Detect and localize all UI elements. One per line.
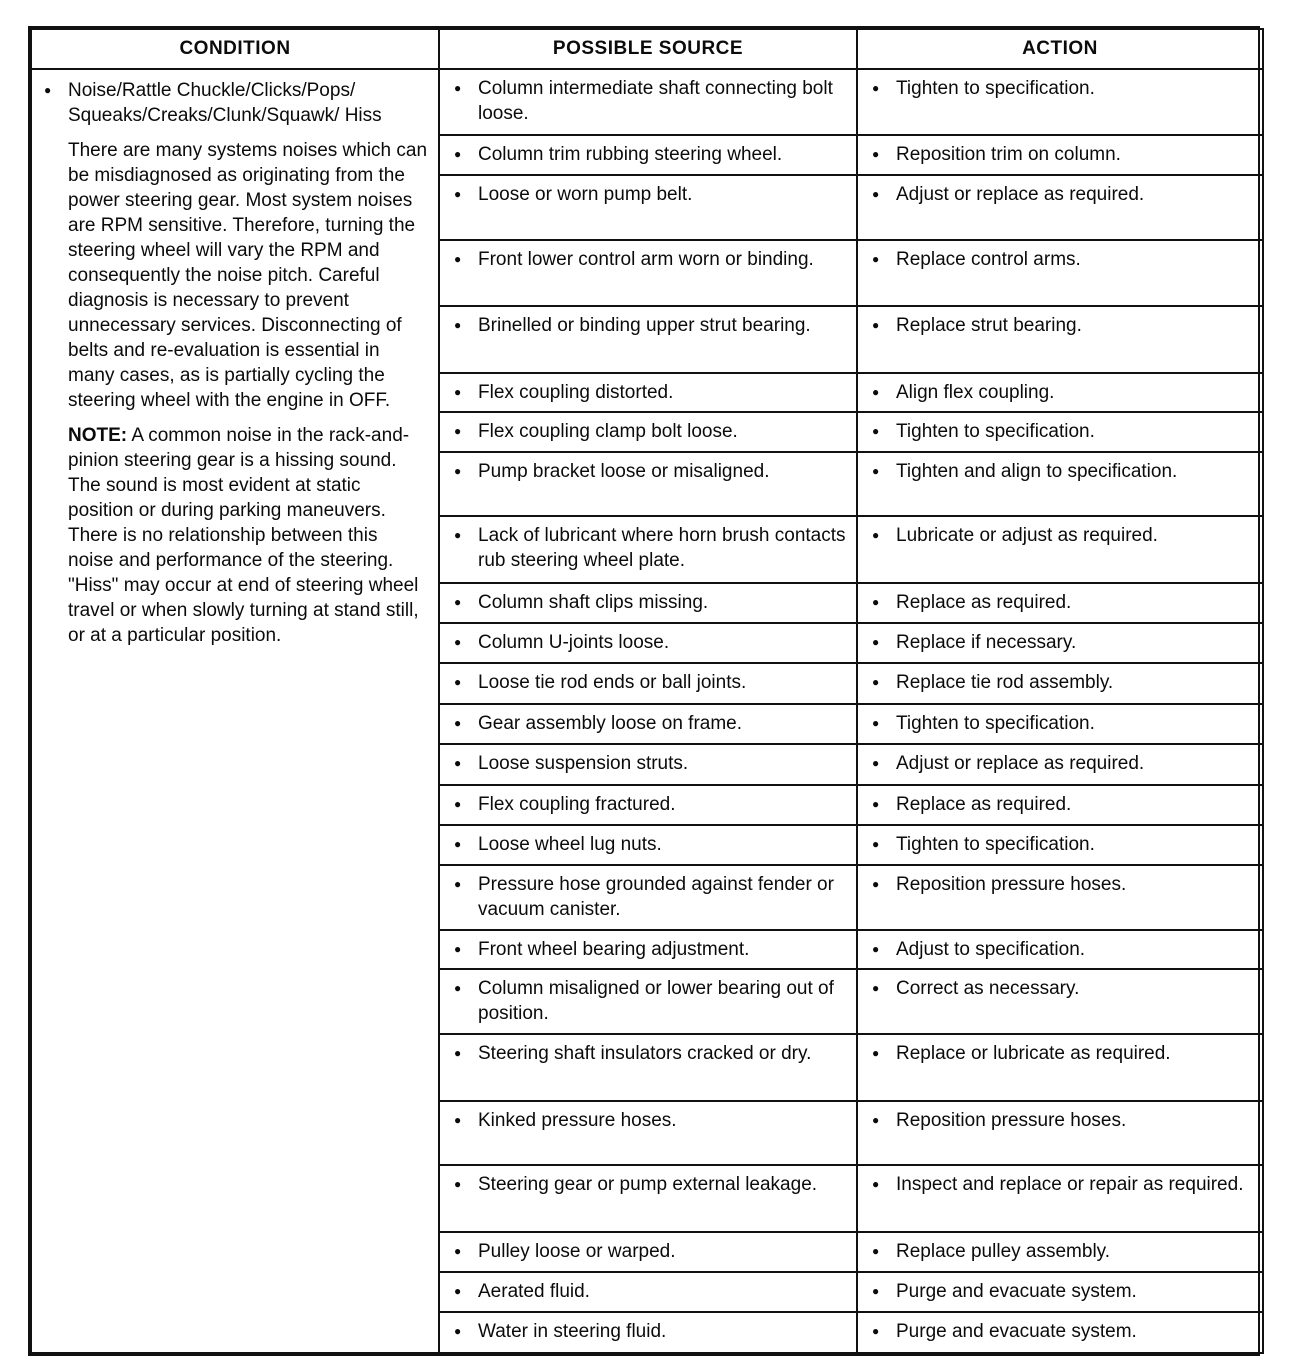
bullet-icon: ● [454, 251, 462, 266]
source-cell [439, 1165, 857, 1232]
bullet-icon: ● [872, 1112, 880, 1127]
action-text: Tighten to specification. [896, 712, 1095, 734]
source-text: Column U-joints loose. [478, 632, 670, 654]
action-text: Tighten to specification. [896, 421, 1095, 443]
bullet-icon: ● [454, 318, 462, 333]
bullet-icon: ● [872, 877, 880, 892]
source-cell [439, 969, 857, 1034]
action-text: Inspect and replace or repair as required. [896, 1174, 1244, 1196]
bullet-icon: ● [872, 981, 880, 996]
source-cell [439, 412, 857, 451]
source-cell [439, 452, 857, 517]
action-text: Lubricate or adjust as required. [896, 525, 1158, 547]
header-condition: CONDITION [31, 29, 439, 69]
source-text: Loose tie rod ends or ball joints. [478, 672, 747, 694]
bullet-icon: ● [872, 836, 880, 851]
action-text: Adjust to specification. [896, 938, 1086, 960]
source-text: Column intermediate shaft connecting bolt loose. [478, 78, 833, 124]
source-cell [439, 785, 857, 825]
action-cell [857, 69, 1263, 135]
diagnosis-table-sheet [28, 26, 1260, 1356]
bullet-icon: ● [872, 186, 880, 201]
bullet-icon: ● [872, 756, 880, 771]
source-cell [439, 1232, 857, 1272]
action-cell [857, 704, 1263, 744]
bullet-icon: ● [454, 186, 462, 201]
source-text: Flex coupling distorted. [478, 381, 674, 403]
action-cell [857, 135, 1263, 175]
action-cell [857, 1034, 1263, 1101]
action-cell [857, 969, 1263, 1034]
bullet-icon: ● [872, 1177, 880, 1192]
source-cell [439, 69, 857, 135]
source-text: Front wheel bearing adjustment. [478, 938, 750, 960]
action-cell [857, 1232, 1263, 1272]
action-cell [857, 452, 1263, 517]
source-cell [439, 306, 857, 373]
source-cell [439, 175, 857, 240]
action-cell [857, 785, 1263, 825]
action-text: Replace strut bearing. [896, 315, 1082, 337]
bullet-icon: ● [454, 528, 462, 543]
action-cell [857, 583, 1263, 623]
action-cell [857, 1101, 1263, 1166]
source-text: Kinked pressure hoses. [478, 1109, 677, 1131]
bullet-icon: ● [454, 463, 462, 478]
source-cell [439, 135, 857, 175]
bullet-icon: ● [454, 1112, 462, 1127]
condition-description: There are many systems noises which can be misdiagnosed as originating from the power steering gear. Most system noises are RPM sensitive. Therefore, turning the steering wheel will vary the RPM and consequently the noise pitch. Careful diagnosis is necessary to prevent unnecessary services. Disconnecting of belts and re-evaluation is essential in many cases, as is partially cycling the steering wheel with the engine in OFF. [68, 140, 428, 411]
source-text: Steering shaft insulators cracked or dry. [478, 1042, 812, 1064]
action-text: Purge and evacuate system. [896, 1321, 1137, 1343]
source-text: Lack of lubricant where horn brush contacts rub steering wheel plate. [478, 525, 846, 572]
source-text: Water in steering fluid. [478, 1321, 667, 1343]
bullet-icon: ● [454, 594, 462, 609]
bullet-icon: ● [872, 251, 880, 266]
bullet-icon: ● [454, 1177, 462, 1192]
source-cell [439, 825, 857, 865]
bullet-icon: ● [872, 1045, 880, 1060]
bullet-icon: ● [454, 877, 462, 892]
bullet-icon: ● [872, 1324, 880, 1339]
source-text: Gear assembly loose on frame. [478, 712, 743, 734]
condition-note [42, 423, 428, 648]
source-text: Flex coupling clamp bolt loose. [478, 421, 738, 443]
bullet-icon: ● [454, 146, 462, 161]
bullet-icon: ● [872, 81, 880, 95]
action-text: Replace as required. [896, 793, 1072, 815]
bullet-icon: ● [872, 941, 880, 956]
action-cell [857, 175, 1263, 240]
action-text: Correct as necessary. [896, 978, 1080, 1000]
source-text: Front lower control arm worn or binding. [478, 248, 814, 270]
action-text: Replace if necessary. [896, 632, 1077, 654]
source-cell [439, 373, 857, 412]
source-text: Column shaft clips missing. [478, 591, 709, 613]
action-text: Tighten to specification. [896, 833, 1095, 855]
bullet-icon: ● [454, 1243, 462, 1258]
bullet-icon: ● [454, 756, 462, 771]
bullet-icon: ● [454, 424, 462, 439]
action-text: Replace pulley assembly. [896, 1240, 1111, 1262]
source-text: Loose or worn pump belt. [478, 183, 693, 205]
bullet-icon: ● [872, 715, 880, 730]
bullet-icon: ● [872, 594, 880, 609]
action-cell [857, 930, 1263, 969]
condition-cell [31, 69, 439, 1353]
source-text: Pulley loose or warped. [478, 1240, 676, 1262]
source-cell [439, 1101, 857, 1166]
header-possible-source: POSSIBLE SOURCE [439, 29, 857, 69]
bullet-icon: ● [872, 635, 880, 650]
bullet-icon: ● [872, 318, 880, 333]
source-text: Column trim rubbing steering wheel. [478, 143, 783, 165]
source-text: Pump bracket loose or misaligned. [478, 460, 770, 482]
table-row [31, 69, 1263, 135]
action-cell [857, 865, 1263, 930]
bullet-icon: ● [872, 463, 880, 478]
action-cell [857, 516, 1263, 583]
action-cell [857, 1165, 1263, 1232]
action-cell [857, 623, 1263, 663]
bullet-icon: ● [454, 81, 462, 95]
action-text: Reposition pressure hoses. [896, 1109, 1127, 1131]
source-text: Column misaligned or lower bearing out of position. [478, 978, 834, 1025]
bullet-icon: ● [454, 981, 462, 996]
source-cell [439, 744, 857, 784]
action-text: Tighten and align to specification. [896, 460, 1178, 482]
bullet-icon: ● [454, 675, 462, 690]
source-text: Flex coupling fractured. [478, 793, 676, 815]
note-label: NOTE: [68, 425, 128, 446]
source-cell [439, 240, 857, 307]
bullet-icon: ● [454, 1045, 462, 1060]
action-cell [857, 373, 1263, 412]
action-text: Tighten to specification. [896, 78, 1095, 99]
action-text: Replace tie rod assembly. [896, 672, 1114, 694]
action-text: Purge and evacuate system. [896, 1281, 1137, 1303]
action-text: Adjust or replace as required. [896, 753, 1145, 775]
source-text: Steering gear or pump external leakage. [478, 1174, 818, 1196]
bullet-icon: ● [872, 796, 880, 811]
source-cell [439, 583, 857, 623]
bullet-icon: ● [872, 1243, 880, 1258]
action-text: Align flex coupling. [896, 381, 1055, 403]
action-cell [857, 1272, 1263, 1312]
condition-title: ● Noise/Rattle Chuckle/Clicks/Pops/ Squeaks/Creaks/Clunk/Squawk/ Hiss [42, 78, 428, 128]
bullet-icon: ● [872, 1284, 880, 1299]
source-cell [439, 623, 857, 663]
bullet-icon: ● [454, 1324, 462, 1339]
source-text: Loose suspension struts. [478, 753, 689, 775]
action-text: Adjust or replace as required. [896, 183, 1145, 205]
action-text: Replace or lubricate as required. [896, 1042, 1171, 1064]
action-cell [857, 825, 1263, 865]
source-cell [439, 516, 857, 583]
header-action: ACTION [857, 29, 1263, 69]
action-text: Reposition pressure hoses. [896, 874, 1127, 896]
note-text: A common noise in the rack-and-pinion steering gear is a hissing sound. The sound is most evident at static position or during parking maneuvers. There is no relationship between this noise and performance of the steering. "Hiss" may occur at end of steering wheel travel or when slowly turning at stand still, or at a particular position. [68, 425, 419, 646]
source-text: Aerated fluid. [478, 1281, 590, 1303]
action-text: Reposition trim on column. [896, 143, 1121, 165]
header-row [31, 29, 1263, 69]
bullet-icon: ● [454, 836, 462, 851]
bullet-icon: ● [454, 635, 462, 650]
action-cell [857, 240, 1263, 307]
source-text: Pressure hose grounded against fender or vacuum canister. [478, 874, 834, 921]
source-cell [439, 865, 857, 930]
bullet-icon: ● [454, 941, 462, 956]
source-cell [439, 1272, 857, 1312]
source-cell [439, 704, 857, 744]
source-text: Loose wheel lug nuts. [478, 833, 662, 855]
bullet-icon: ● [454, 796, 462, 811]
action-text: Replace as required. [896, 591, 1072, 613]
diagnosis-table [30, 28, 1264, 1354]
bullet-icon: ● [454, 384, 462, 399]
bullet-icon: ● [454, 715, 462, 730]
bullet-icon: ● [872, 146, 880, 161]
action-text: Replace control arms. [896, 248, 1081, 270]
bullet-icon: ● [454, 1284, 462, 1299]
action-cell [857, 744, 1263, 784]
bullet-icon: ● [872, 424, 880, 439]
source-cell [439, 1312, 857, 1353]
table-body [31, 69, 1263, 1353]
source-text: Brinelled or binding upper strut bearing. [478, 315, 811, 337]
action-cell [857, 412, 1263, 451]
source-cell [439, 930, 857, 969]
bullet-icon: ● [872, 528, 880, 543]
action-cell [857, 1312, 1263, 1353]
bullet-icon: ● [872, 675, 880, 690]
bullet-icon: ● [872, 384, 880, 399]
action-cell [857, 306, 1263, 373]
action-cell [857, 663, 1263, 703]
source-cell [439, 663, 857, 703]
source-cell [439, 1034, 857, 1101]
